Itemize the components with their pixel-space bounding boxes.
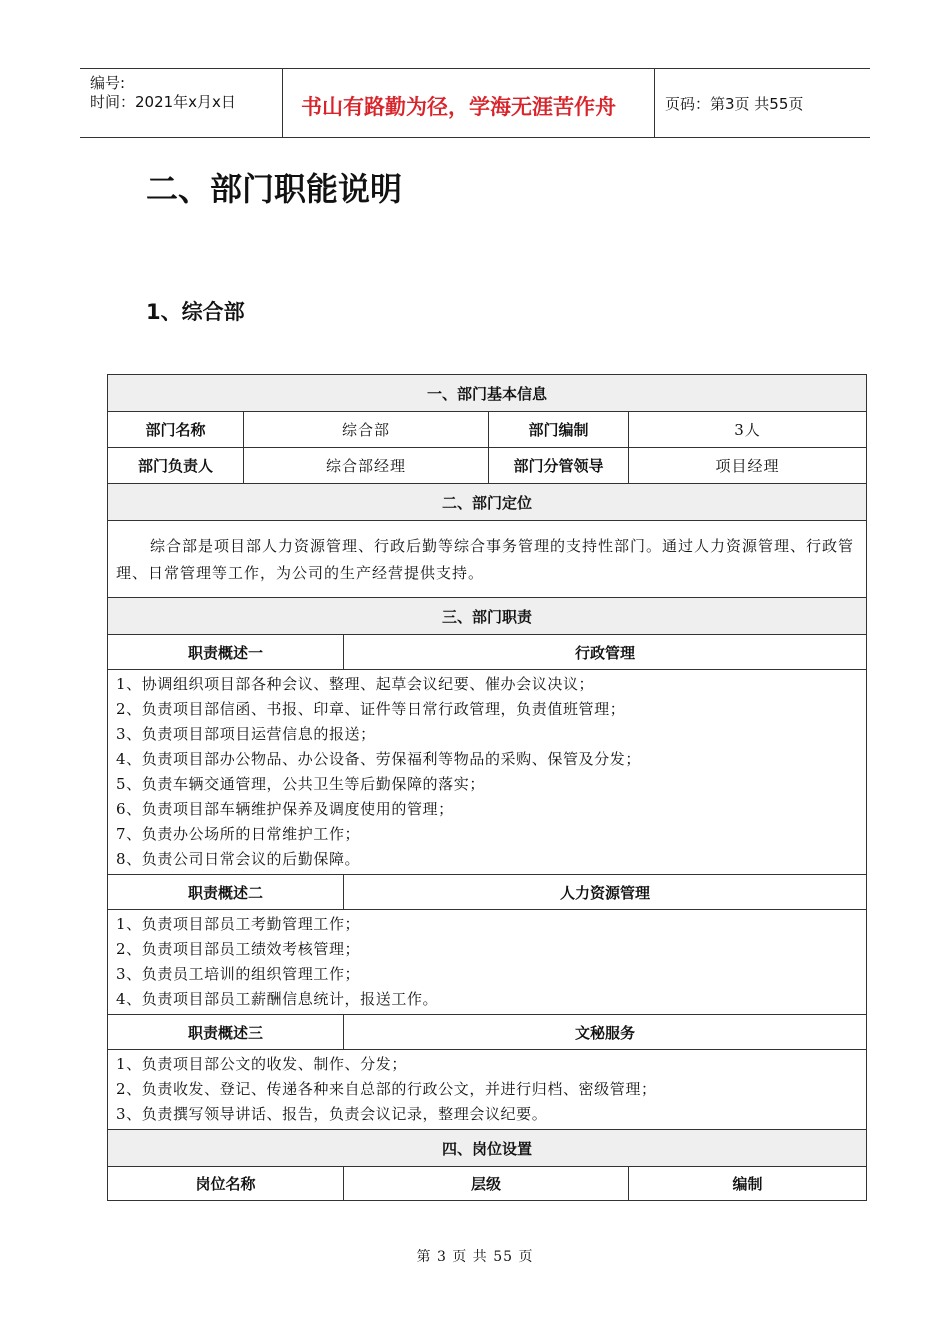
dept-head-label: 部门负责人 — [108, 448, 244, 484]
list-item: 6、负责项目部车辆维护保养及调度使用的管理； — [116, 800, 454, 818]
time-label: 时间：2021年x月x日 — [90, 93, 236, 111]
list-item: 3、负责员工培训的组织管理工作； — [116, 965, 361, 983]
list-item: 4、负责项目部办公物品、办公设备、劳保福利等物品的采购、保管及分发； — [116, 750, 641, 768]
dept-leader-label: 部门分管领导 — [489, 448, 629, 484]
page-footer: 第 3 页 共 55 页 — [416, 1249, 534, 1265]
dept-staffing-label: 部门编制 — [489, 412, 629, 448]
dept-name-value: 综合部 — [244, 412, 489, 448]
positions-col-level: 层级 — [344, 1167, 629, 1201]
section-heading: 1、综合部 — [146, 300, 245, 324]
list-item: 3、负责项目部项目运营信息的报送； — [116, 725, 376, 743]
positioning-text-cell — [108, 521, 867, 598]
page-info: 页码：第3页 共55页 — [665, 95, 804, 113]
duty-list — [108, 910, 867, 1015]
responsibilities-title: 三、部门职责 — [108, 598, 867, 635]
positions-col-name: 岗位名称 — [108, 1167, 344, 1201]
list-item: 2、负责项目部员工绩效考核管理； — [116, 940, 361, 958]
list-item: 4、负责项目部员工薪酬信息统计，报送工作。 — [116, 990, 439, 1008]
list-item: 2、负责项目部信函、书报、印章、证件等日常行政管理，负责值班管理； — [116, 700, 626, 718]
list-item: 1、负责项目部员工考勤管理工作； — [116, 915, 361, 933]
list-item: 5、负责车辆交通管理，公共卫生等后勤保障的落实； — [116, 775, 485, 793]
list-item: 1、负责项目部公文的收发、制作、分发； — [116, 1055, 407, 1073]
duty-list — [108, 1050, 867, 1130]
duty-group-label: 职责概述三 — [108, 1015, 344, 1050]
header-meta-cell — [80, 69, 283, 137]
list-item: 1、协调组织项目部各种会议、整理、起草会议纪要、催办会议决议； — [116, 675, 595, 693]
page-title: 二、部门职能说明 — [146, 170, 403, 208]
list-item: 8、负责公司日常会议的后勤保障。 — [116, 850, 361, 868]
dept-leader-value: 项目经理 — [629, 448, 867, 484]
motto: 书山有路勤为径，学海无涯苦作舟 — [301, 95, 616, 119]
positions-title: 四、岗位设置 — [108, 1130, 867, 1167]
duty-group-label: 职责概述一 — [108, 635, 344, 670]
duty-group-name: 文秘服务 — [344, 1015, 867, 1050]
duty-group-label: 职责概述二 — [108, 875, 344, 910]
basic-info-title: 一、部门基本信息 — [108, 375, 867, 412]
number-label: 编号: — [90, 74, 126, 92]
duty-group-name: 人力资源管理 — [344, 875, 867, 910]
duty-list — [108, 670, 867, 875]
header-motto-cell — [283, 69, 655, 137]
list-item: 3、负责撰写领导讲话、报告，负责会议记录，整理会议纪要。 — [116, 1105, 548, 1123]
duty-group-name: 行政管理 — [344, 635, 867, 670]
list-item: 2、负责收发、登记、传递各种来自总部的行政公文，并进行归档、密级管理； — [116, 1080, 657, 1098]
dept-staffing-value: 3人 — [629, 412, 867, 448]
positioning-text: 综合部是项目部人力资源管理、行政后勤等综合事务管理的支持性部门。通过人力资源管理、行政管理、日常管理等工作，为公司的生产经营提供支持。 — [116, 537, 855, 582]
header-page-cell — [655, 69, 870, 137]
department-table — [107, 374, 867, 1201]
dept-head-value: 综合部经理 — [244, 448, 489, 484]
positioning-title: 二、部门定位 — [108, 484, 867, 521]
page-header — [80, 68, 870, 138]
dept-name-label: 部门名称 — [108, 412, 244, 448]
positions-col-staffing: 编制 — [629, 1167, 867, 1201]
list-item: 7、负责办公场所的日常维护工作； — [116, 825, 361, 843]
